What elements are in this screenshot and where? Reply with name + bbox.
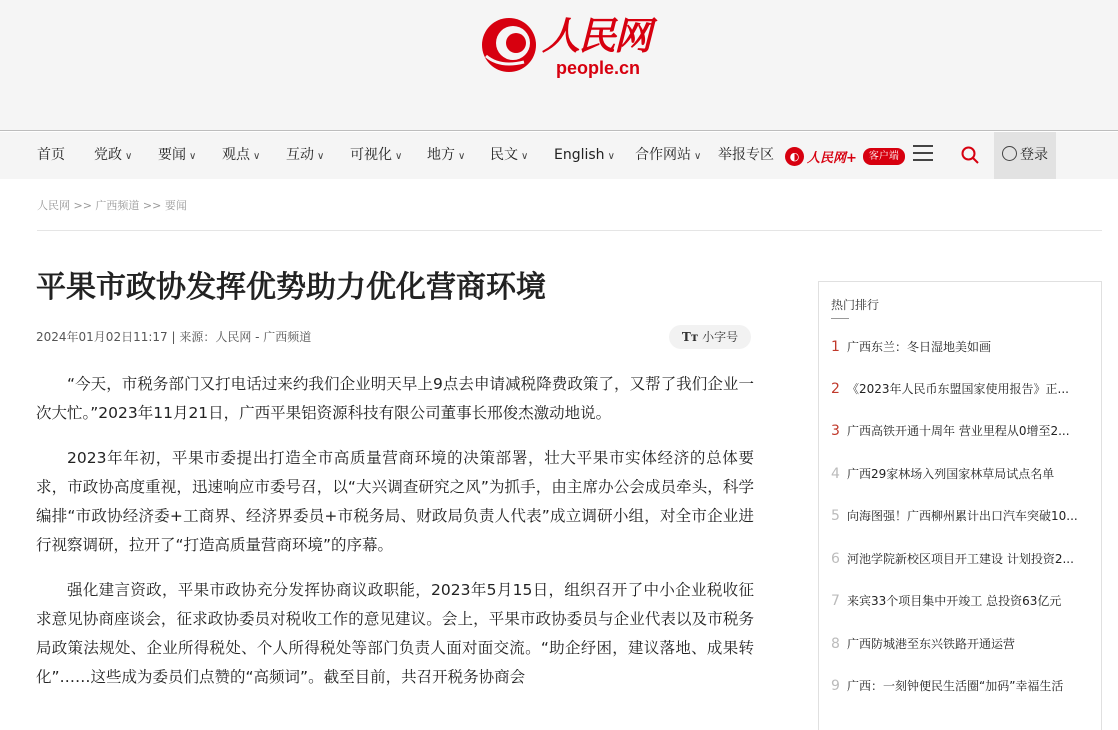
divider: [37, 230, 1102, 231]
font-size-label: 小字号: [702, 330, 739, 344]
nav-item-opinion[interactable]: 观点 ∨: [222, 147, 261, 163]
hot-item[interactable]: 5 向海图强！广西柳州累计出口汽车突破10...: [831, 508, 1078, 524]
article-paragraph: “今天，市税务部门又打电话过来约我们企业明天早上9点去申请减税降费政策了，又帮了我们企业一次大忙。”2023年11月21日，广西平果铝资源科技有限公司董事长邢俊杰激动地说。: [36, 375, 754, 422]
article-paragraph: 2023年年初，平果市委提出打造全市高质量营商环境的决策部署，壮大平果市实体经济的总体要求，市政协高度重视，迅速响应市委号召，以“大兴调查研究之风”为抓手，由主席办公会成员牵头，科学编排“市政协经济委+工商界、经济界委员+市税务局、财政局负责人代表”成立调研小组，对全市企业进行视察调研，拉开了“打造高质量营商环境”的序幕。: [36, 449, 754, 554]
nav-item-party[interactable]: 党政 ∨: [94, 147, 133, 163]
hot-ranking-title: 热门排行: [831, 298, 880, 312]
app-label: 人民网+: [807, 150, 857, 166]
hot-item[interactable]: 7 来宾33个项目集中开竣工 总投资63亿元: [831, 593, 1062, 609]
app-client-badge: 客户端: [863, 148, 905, 165]
chevron-down-icon: ∨: [395, 151, 403, 162]
nav-item-local[interactable]: 地方 ∨: [427, 147, 466, 163]
hot-item[interactable]: 8 广西防城港至东兴铁路开通运营: [831, 636, 1016, 652]
chevron-down-icon: ∨: [125, 151, 133, 162]
hot-item[interactable]: 4 广西29家林场入列国家林草局试点名单: [831, 466, 1055, 482]
people-app-icon: ◐: [785, 147, 804, 166]
chevron-down-icon: ∨: [317, 151, 325, 162]
chevron-down-icon: ∨: [607, 151, 615, 162]
nav-item-interact[interactable]: 互动 ∨: [286, 147, 325, 163]
login-label: 登录: [1020, 147, 1048, 163]
article-body: [36, 370, 754, 708]
article-paragraph: 强化建言资政，平果市政协充分发挥协商议政职能，2023年5月15日，组织召开了中小企业税收征求意见协商座谈会，征求政协委员对税收工作的意见建议。会上，平果市政协委员与企业代表以及市税务局政策法规处、企业所得税处、个人所得税处等部门负责人面对面交流。“助企纾困，建议落地、成果转化”……这些成为委员们点赞的“高频词”。截至目前，共召开税务协商会: [36, 581, 754, 686]
logo-text-en: people.cn: [556, 58, 641, 78]
font-size-icon: Tт: [681, 330, 699, 344]
main-nav: [0, 132, 1118, 179]
logo-text-cn: 人民网: [542, 13, 651, 58]
hot-item[interactable]: 9 广西：一刻钟便民生活圈“加码”幸福生活: [831, 678, 1064, 694]
font-size-toggle[interactable]: [669, 325, 751, 349]
login-button[interactable]: [994, 132, 1056, 179]
hot-item[interactable]: 2 《2023年人民币东盟国家使用报告》正...: [831, 381, 1069, 397]
site-logo[interactable]: [480, 10, 660, 80]
nav-item-home[interactable]: 首页: [37, 147, 65, 163]
menu-icon[interactable]: [913, 145, 933, 165]
nav-item-visual[interactable]: 可视化 ∨: [350, 147, 403, 163]
search-icon[interactable]: [960, 145, 980, 165]
user-icon: [1002, 146, 1017, 161]
chevron-down-icon: ∨: [694, 151, 702, 162]
hot-ranking-panel: [818, 281, 1102, 730]
chevron-down-icon: ∨: [253, 151, 261, 162]
article-meta: 2024年01月02日11:17 | 来源：人民网 - 广西频道: [36, 330, 312, 344]
breadcrumb[interactable]: 人民网 >> 广西频道 >> 要闻: [37, 199, 187, 212]
hot-item[interactable]: 1 广西东兰：冬日湿地美如画: [831, 339, 992, 355]
nav-item-news[interactable]: 要闻 ∨: [158, 147, 197, 163]
chevron-down-icon: ∨: [458, 151, 466, 162]
site-header: [0, 0, 1118, 131]
hot-item[interactable]: 3 广西高铁开通十周年 营业里程从0增至2...: [831, 423, 1070, 439]
hot-item[interactable]: 6 河池学院新校区项目开工建设 计划投资2...: [831, 551, 1074, 567]
nav-item-report[interactable]: 举报专区: [718, 147, 774, 163]
people-logo-icon: [480, 16, 538, 74]
hot-title-underline: [831, 318, 849, 319]
nav-item-partners[interactable]: 合作网站 ∨: [635, 147, 702, 163]
nav-item-english[interactable]: English ∨: [554, 147, 615, 163]
chevron-down-icon: ∨: [189, 151, 197, 162]
article-title: 平果市政协发挥优势助力优化营商环境: [36, 270, 546, 305]
chevron-down-icon: ∨: [521, 151, 529, 162]
nav-item-minwen[interactable]: 民文 ∨: [490, 147, 529, 163]
app-download-link[interactable]: [785, 146, 905, 166]
